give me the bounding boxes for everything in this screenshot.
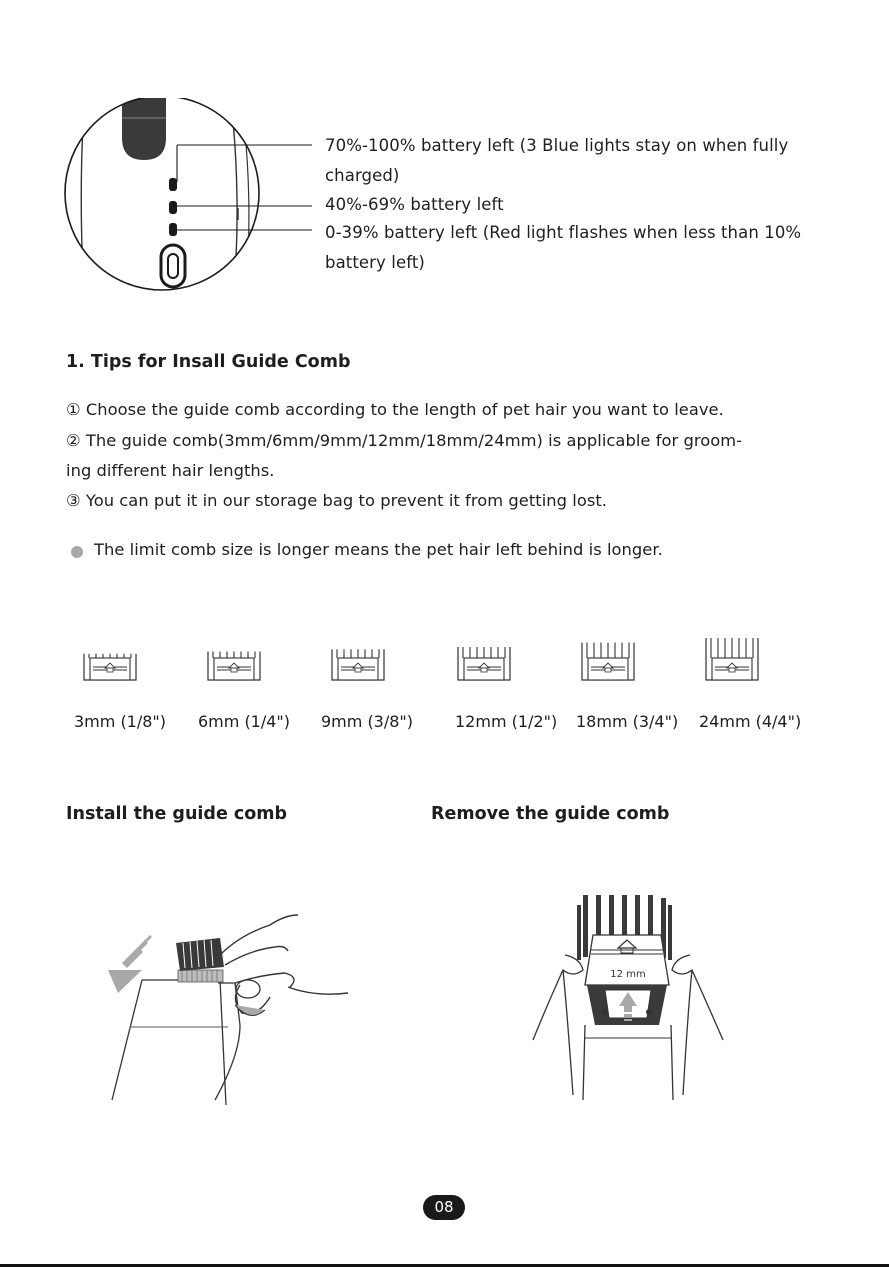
guide-comb-3-label: 9mm (3/8") xyxy=(321,712,414,731)
tip-item-1: ① Choose the guide comb according to the length of pet hair you want to leave. xyxy=(66,400,724,419)
guide-comb-4-label: 12mm (1/2") xyxy=(455,712,558,731)
guide-comb-1-icon xyxy=(80,620,140,690)
guide-comb-5-icon xyxy=(578,620,638,690)
indicator-light-2 xyxy=(169,201,177,214)
guide-comb-6-label: 24mm (4/4") xyxy=(699,712,802,731)
battery-status-high: 70%-100% battery left (3 Blue lights stay on when fully charged) xyxy=(325,136,789,185)
remove-title: Remove the guide comb xyxy=(431,804,670,824)
tip-item-2: ② The guide comb(3mm/6mm/9mm/12mm/18mm/24mm) is applicable for groom- xyxy=(66,431,743,450)
guide-comb-6-icon xyxy=(702,620,762,690)
indicator-light-1 xyxy=(169,178,177,191)
guide-comb-2-icon xyxy=(204,620,264,690)
remove-comb-illustration xyxy=(525,890,735,1100)
comb-size-marking: 12 mm xyxy=(610,969,646,980)
tip-item-2-cont: ing different hair lengths. xyxy=(66,461,275,480)
down-left-arrow-icon xyxy=(108,935,152,993)
tips-title: 1. Tips for Insall Guide Comb xyxy=(66,352,351,372)
guide-comb-3-icon xyxy=(328,620,388,690)
install-title: Install the guide comb xyxy=(66,804,288,824)
tip-item-3: ③ You can put it in our storage bag to prevent it from getting lost. xyxy=(66,491,608,510)
tip-note: The limit comb size is longer means the pet hair left behind is longer. xyxy=(94,540,663,559)
guide-comb-1-label: 3mm (1/8") xyxy=(74,712,167,731)
install-comb-illustration xyxy=(100,905,360,1105)
note-bullet-icon xyxy=(71,546,83,558)
battery-status-medium: 40%-69% battery left xyxy=(325,195,504,214)
guide-comb-5-label: 18mm (3/4") xyxy=(576,712,679,731)
guide-comb-2-label: 6mm (1/4") xyxy=(198,712,291,731)
battery-indicator-diagram xyxy=(60,98,320,303)
indicator-light-3 xyxy=(169,223,177,236)
battery-status-low: 0-39% battery left (Red light flashes when less than 10% battery left) xyxy=(325,223,802,272)
page-number: 08 xyxy=(423,1195,465,1220)
guide-comb-4-icon xyxy=(454,620,514,690)
